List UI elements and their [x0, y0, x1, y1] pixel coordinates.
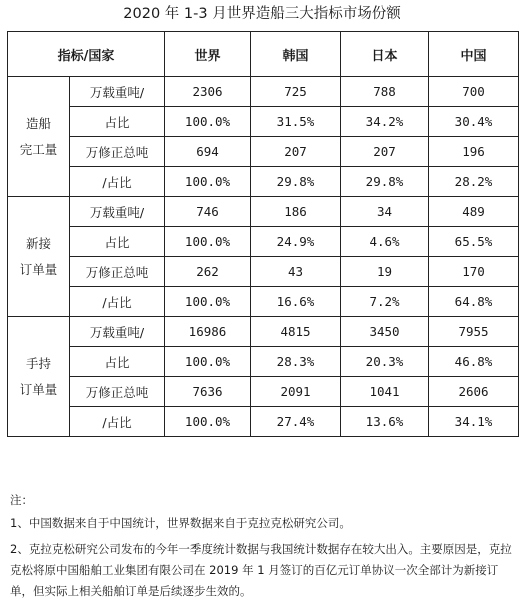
value-cell-japan: 3450 — [341, 317, 429, 347]
value-cell-korea: 24.9% — [251, 227, 341, 257]
value-cell-china: 64.8% — [429, 287, 519, 317]
table-row — [8, 317, 519, 347]
value-cell-world: 100.0% — [165, 107, 251, 137]
note-2: 2、克拉克松研究公司发布的今年一季度统计数据与我国统计数据存在较大出入。主要原因是，克拉克松将原中国船舶工业集团有限公司在 2019 年 1 月签订的百亿元订单协议一次全部计为新接订单，但实际上相关船舶订单是后续逐步生效的。 — [10, 542, 512, 598]
value-cell-china: 46.8% — [429, 347, 519, 377]
notes-heading: 注： — [10, 493, 33, 507]
value-cell-korea: 186 — [251, 197, 341, 227]
category-cell — [8, 197, 70, 317]
metric-label: 万修正总吨 — [70, 137, 165, 167]
value-cell-japan: 207 — [341, 137, 429, 167]
table-row — [8, 167, 519, 197]
value-cell-world: 746 — [165, 197, 251, 227]
value-cell-japan: 13.6% — [341, 407, 429, 437]
metric-label: 万载重吨/ — [70, 77, 165, 107]
value-cell-china: 489 — [429, 197, 519, 227]
value-cell-world: 694 — [165, 137, 251, 167]
table-row — [8, 347, 519, 377]
category-cell — [8, 317, 70, 437]
value-cell-japan: 34.2% — [341, 107, 429, 137]
value-cell-japan: 19 — [341, 257, 429, 287]
value-cell-world: 262 — [165, 257, 251, 287]
metric-label: 万载重吨/ — [70, 317, 165, 347]
value-cell-world: 100.0% — [165, 407, 251, 437]
table-row — [8, 197, 519, 227]
metric-label: 占比 — [70, 347, 165, 377]
value-cell-china: 65.5% — [429, 227, 519, 257]
value-cell-china: 170 — [429, 257, 519, 287]
value-cell-china: 34.1% — [429, 407, 519, 437]
value-cell-world: 100.0% — [165, 347, 251, 377]
header-korea: 韩国 — [251, 32, 341, 77]
metric-label: /占比 — [70, 167, 165, 197]
category-label: 订单量 — [19, 261, 58, 277]
value-cell-china: 7955 — [429, 317, 519, 347]
category-cell — [8, 77, 70, 197]
market-share-table — [7, 31, 519, 437]
value-cell-world: 100.0% — [165, 227, 251, 257]
table-row — [8, 377, 519, 407]
value-cell-china: 196 — [429, 137, 519, 167]
value-cell-korea: 4815 — [251, 317, 341, 347]
category-label: 手持 — [25, 355, 51, 371]
value-cell-korea: 2091 — [251, 377, 341, 407]
value-cell-world: 100.0% — [165, 287, 251, 317]
header-world: 世界 — [165, 32, 251, 77]
value-cell-japan: 7.2% — [341, 287, 429, 317]
table-header-row — [8, 32, 519, 77]
value-cell-japan: 20.3% — [341, 347, 429, 377]
category-label: 订单量 — [19, 381, 58, 397]
value-cell-world: 7636 — [165, 377, 251, 407]
value-cell-korea: 28.3% — [251, 347, 341, 377]
value-cell-world: 16986 — [165, 317, 251, 347]
value-cell-japan: 4.6% — [341, 227, 429, 257]
table-row — [8, 107, 519, 137]
table-row — [8, 407, 519, 437]
table-row — [8, 257, 519, 287]
table-row — [8, 77, 519, 107]
metric-label: 占比 — [70, 107, 165, 137]
value-cell-korea: 16.6% — [251, 287, 341, 317]
value-cell-japan: 1041 — [341, 377, 429, 407]
value-cell-korea: 207 — [251, 137, 341, 167]
metric-label: /占比 — [70, 407, 165, 437]
metric-label: 万载重吨/ — [70, 197, 165, 227]
metric-label: 万修正总吨 — [70, 377, 165, 407]
value-cell-korea: 43 — [251, 257, 341, 287]
note-1: 1、中国数据来自于中国统计，世界数据来自于克拉克松研究公司。 — [10, 516, 351, 530]
table-row — [8, 287, 519, 317]
category-label: 完工量 — [19, 141, 58, 157]
table-row — [8, 137, 519, 167]
header-china: 中国 — [429, 32, 519, 77]
table-row — [8, 227, 519, 257]
value-cell-china: 28.2% — [429, 167, 519, 197]
value-cell-china: 2606 — [429, 377, 519, 407]
metric-label: 占比 — [70, 227, 165, 257]
metric-label: 万修正总吨 — [70, 257, 165, 287]
value-cell-korea: 29.8% — [251, 167, 341, 197]
value-cell-korea: 27.4% — [251, 407, 341, 437]
page-title: 2020 年 1-3 月世界造船三大指标市场份额 — [123, 6, 401, 22]
header-japan: 日本 — [341, 32, 429, 77]
value-cell-china: 700 — [429, 77, 519, 107]
value-cell-japan: 788 — [341, 77, 429, 107]
category-label: 造船 — [25, 115, 51, 131]
value-cell-korea: 725 — [251, 77, 341, 107]
header-indicator-country: 指标/国家 — [8, 32, 165, 77]
category-label: 新接 — [25, 235, 51, 251]
notes-section — [10, 490, 516, 602]
value-cell-world: 100.0% — [165, 167, 251, 197]
value-cell-korea: 31.5% — [251, 107, 341, 137]
value-cell-world: 2306 — [165, 77, 251, 107]
value-cell-japan: 29.8% — [341, 167, 429, 197]
metric-label: /占比 — [70, 287, 165, 317]
value-cell-japan: 34 — [341, 197, 429, 227]
value-cell-china: 30.4% — [429, 107, 519, 137]
